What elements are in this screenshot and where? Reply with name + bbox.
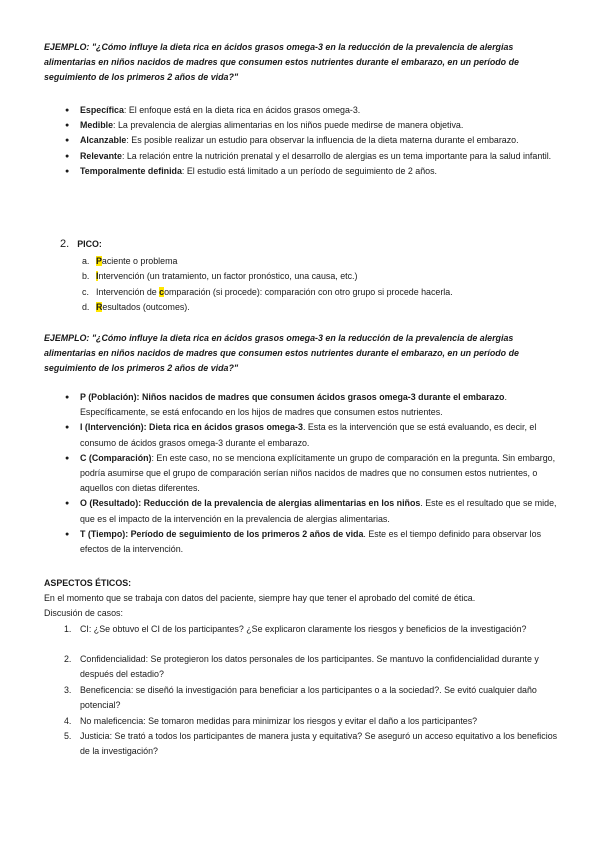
list-item: ● Específica: El enfoque está en la dieta rica en ácidos grasos omega-3.: [80, 103, 558, 118]
pico-item-c: c. Intervención de comparación (si procede): comparación con otro grupo si procede hacerla.: [82, 287, 453, 297]
list-item: ● C (Comparación): En este caso, no se menciona explícitamente un grupo de comparación en la pregunta. Sin embargo, podría asumirse que el grupo de comparación serían niños nacidos de madres que no consumen estos nutrientes, o aquellos con dietas diferentes.: [80, 451, 558, 497]
list-item: ● Relevante: La relación entre la nutrición prenatal y el desarrollo de alergias es un tema importante para la salud infantil.: [80, 149, 558, 164]
list-item: 2. Confidencialidad: Se protegieron los datos personales de los participantes. Se mantuvo la confidencialidad durante y después del estadio?: [64, 654, 539, 680]
example-question-1: EJEMPLO: "¿Cómo influye la dieta rica en ácidos grasos omega-3 en la reducción de la prevalencia de alergias alimentarias en niños nacidos de madres que consumen estos nutrientes durante el embarazo, en un período de seguimiento de los primeros 2 años de vida?": [44, 42, 519, 83]
list-item: ● O (Resultado): Reducción de la prevalencia de alergias alimentarias en los niños. Este es el resultado que se mide, que es el impacto de la intervención en la prevalencia de alergias alimentarias.: [80, 496, 558, 526]
list-item: 1. CI: ¿Se obtuvo el CI de los participantes? ¿Se explicaron claramente los riesgos y beneficios de la investigación?: [64, 624, 527, 634]
pico-item-p: a. Paciente o problema: [82, 256, 178, 266]
ethics-intro: En el momento que se trabaja con datos del paciente, siempre hay que tener el aprobado del comité de ética.: [44, 593, 476, 603]
pico-example-list: [80, 390, 558, 557]
smart-criteria-list: [80, 103, 558, 179]
list-item: 3. Beneficencia: se diseñó la investigación para beneficiar a los participantes o a la sociedad?. Se evitó cualquier daño potencial?: [64, 685, 537, 711]
list-item: ● T (Tiempo): Período de seguimiento de los primeros 2 años de vida. Este es el tiempo definido para observar los efectos de la intervención.: [80, 527, 558, 557]
example-question-2: EJEMPLO: "¿Cómo influye la dieta rica en ácidos grasos omega-3 en la reducción de la prevalencia de alergias alimentarias en niños nacidos de madres que consumen estos nutrientes durante el embarazo, en un período de seguimiento de los primeros 2 años de vida?": [44, 333, 519, 374]
pico-heading: 2. PICO:: [60, 238, 102, 250]
list-item: 4. No maleficencia: Se tomaron medidas para minimizar los riesgos y evitar el daño a los participantes?: [64, 716, 478, 726]
list-item: ● Temporalmente definida: El estudio está limitado a un período de seguimiento de 2 años.: [80, 164, 558, 179]
list-item: ● I (Intervención): Dieta rica en ácidos grasos omega-3. Esta es la intervención que se está evaluando, es decir, el consumo de ácidos grasos omega-3 durante el embarazo.: [80, 420, 558, 450]
list-item: 5. Justicia: Se trató a todos los participantes de manera justa y equitativa? Se aseguró un acceso equitativo a los beneficios de la investigación?: [64, 731, 558, 757]
list-item: ● Alcanzable: Es posible realizar un estudio para observar la influencia de la dieta materna durante el embarazo.: [80, 133, 558, 148]
pico-item-i: b. Intervención (un tratamiento, un factor pronóstico, una causa, etc.): [82, 271, 358, 281]
pico-item-r: d. Resultados (outcomes).: [82, 302, 190, 312]
ethics-subtitle: Discusión de casos:: [44, 608, 123, 618]
list-item: ● Medible: La prevalencia de alergias alimentarias en los niños puede medirse de manera objetiva.: [80, 118, 558, 133]
ethics-title: ASPECTOS ÉTICOS:: [44, 578, 132, 588]
list-item: ● P (Población): Niños nacidos de madres que consumen ácidos grasos omega-3 durante el embarazo. Específicamente, se está enfocando en los hijos de madres que consumen estos nutrientes.: [80, 390, 558, 420]
